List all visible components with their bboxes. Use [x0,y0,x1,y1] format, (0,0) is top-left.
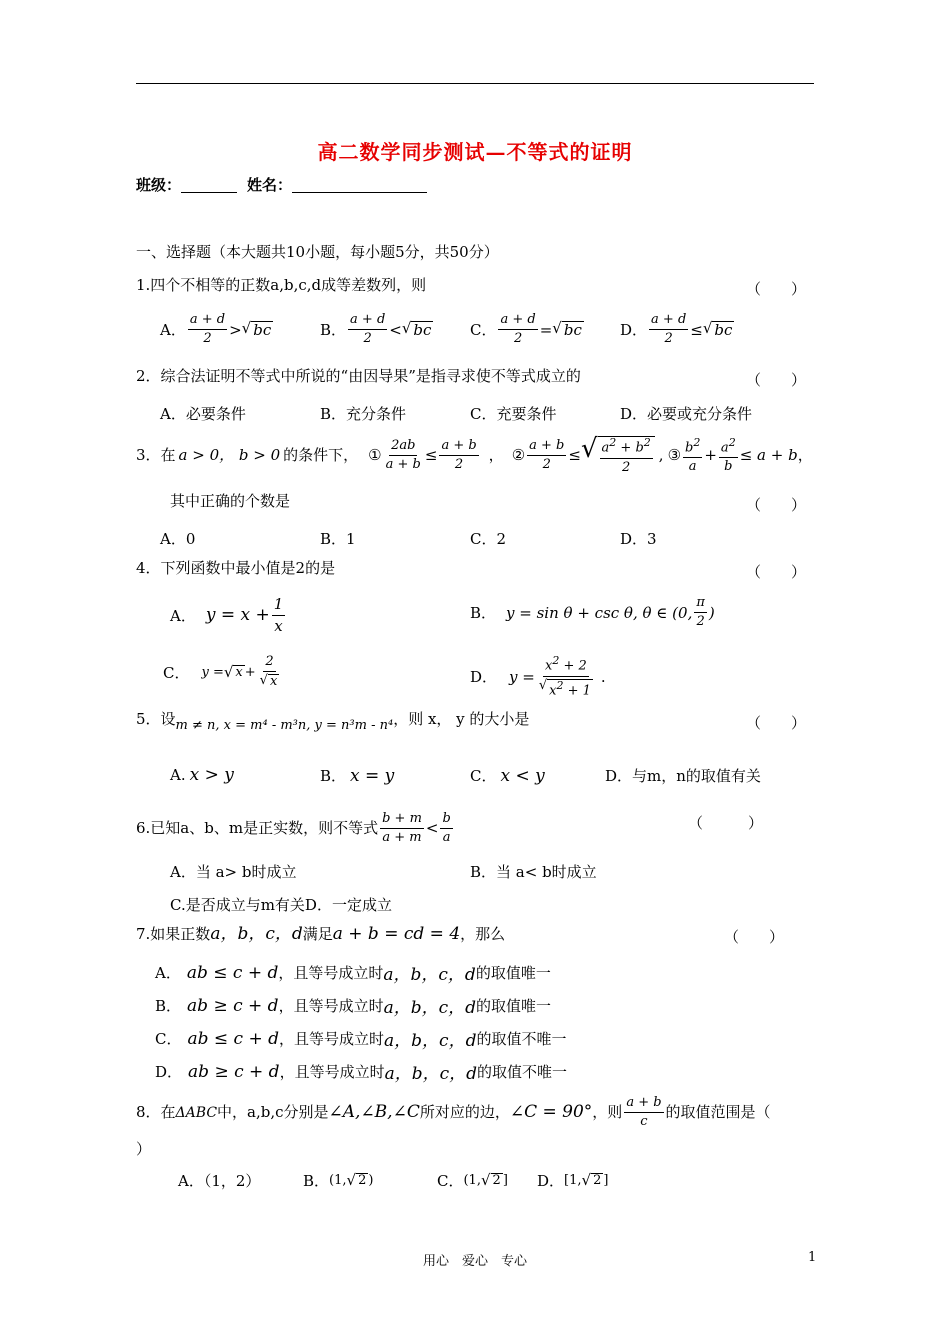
radicand: bc [714,320,733,339]
numerator: a + d [188,313,227,330]
q8-option-c[interactable] [437,1170,508,1191]
option-label: B． [320,767,347,785]
q8-stem [136,1096,771,1130]
q5-option-c[interactable] [470,765,545,786]
option-text: ，且等号成立时 [278,997,384,1015]
option-text: 的取值唯一 [475,964,551,982]
denominator: 2 [664,331,673,347]
page-footer: 用心 爱心 专心 [422,1254,527,1269]
sqrt: √ bc [401,318,432,339]
q8-text: 的取值范围是（ [665,1103,771,1122]
option-label: D． [155,1063,183,1081]
relation: x = y [350,765,395,786]
radicand: bc [253,320,272,339]
fraction: 2 √ x [259,654,278,690]
relation: > [229,320,242,339]
fraction: $\frac{a^2}{b}$ [720,435,736,475]
q4-option-a[interactable] [170,596,287,634]
fraction: $\frac{1}{x}$ [273,595,284,635]
sqrt: √ bc [552,318,582,339]
q4-stem: 4．下列函数中最小值是2的是 [136,559,336,577]
relation: ab ≥ c + d [188,1061,280,1082]
option-label: D． [537,1172,565,1190]
q8-right-angle: ∠C = 90° [509,1102,593,1123]
option-label: D． [470,668,498,687]
relation: ab ≤ c + d [186,962,279,983]
q7-vars: a，b，c，d [210,924,303,944]
name-field[interactable] [292,178,427,193]
interval-close: ] [502,1173,508,1188]
option-label: C． [437,1172,464,1190]
option-label: C． [155,1030,182,1048]
expression: y = sin θ + csc θ, θ ∈ (0, [506,603,693,622]
fraction: $\frac{2ab}{a + b}$ [385,437,421,472]
vars: a，b，c，d [383,998,476,1018]
fraction: $\frac{b}{a}$ [442,811,451,846]
option-label: B． [303,1172,330,1190]
fraction [348,313,387,347]
q4-option-c[interactable]: C． y = √ x + 2 √ x [163,655,283,690]
interval-close: ) [368,1173,374,1188]
option-text: 的取值不唯一 [477,1063,568,1081]
fraction: $x^2 + 2$ √ $x^2 + 1$ [538,654,591,698]
q1-answer-paren[interactable]: （ ） [746,280,807,298]
fraction: $\frac{b^2}{a}$ [685,435,701,475]
fraction [498,313,537,347]
page-title: 高二数学同步测试—不等式的证明 [317,140,633,164]
option-label: C． [470,321,497,340]
q5-option-a[interactable] [170,765,234,785]
fraction: $\frac{a + b}{2}$ [529,437,565,472]
circled-two: ② [511,445,526,464]
q1-option-d[interactable] [620,313,734,347]
q2-option-c[interactable]: C．充要条件 [470,405,557,423]
q6-option-cd[interactable]: C.是否成立与m有关D．一定成立 [170,896,392,914]
q1-option-c[interactable] [470,313,584,347]
q2-stem: 2．综合法证明不等式中所说的“由因导果”是指寻求使不等式成立的 [136,367,581,385]
sqrt: √ 2 [346,1170,367,1189]
q1-option-a[interactable] [160,313,273,347]
q8-text: 8．在 [136,1103,176,1122]
student-info [136,178,427,193]
denominator: 2 [203,331,212,347]
expression: y = [201,665,224,681]
q7-option-c[interactable] [155,1026,566,1051]
q6-stem: 6.已知a、b、m是正实数，则不等式 $\frac{b + m}{a + m}$ < $\frac{b}{a}$ [136,811,451,846]
option-text: 的取值唯一 [476,997,552,1015]
sqrt: √ 2 [480,1170,501,1189]
q8-close-paren[interactable]: ） [136,1140,152,1158]
q2-option-a[interactable]: A．必要条件 [160,405,246,423]
fraction [188,313,227,347]
q5-text: ，则 x， y 的大小是 [393,710,530,728]
q3-stem-cont: 其中正确的个数是 [170,492,291,510]
fraction [649,313,688,347]
q5-stem [136,710,530,733]
relation: ab ≥ c + d [187,995,279,1016]
class-label: 班级： [136,176,182,194]
q8-triangle: ΔABC [175,1104,218,1121]
numerator: a + d [348,313,387,330]
q3-condition: a > 0， b > 0 [178,445,281,464]
q3-option-c[interactable]: C．2 [470,530,507,548]
q5-text: 5．设 [136,710,176,728]
q7-option-a[interactable] [155,960,551,985]
option-label: A． [160,321,186,340]
q5-answer-paren[interactable]: （ ） [746,714,807,732]
vars: a，b，c，d [384,1031,477,1051]
q8-angles: ∠A,∠B,∠C [328,1102,420,1123]
option-label: A． [155,964,181,982]
section-heading: 一、选择题（本大题共10小题，每小题5分，共50分） [136,243,499,261]
class-field[interactable] [181,178,237,193]
top-rule [136,83,814,84]
interval-open: (1, [463,1173,481,1188]
circled-three: ③ [667,445,682,464]
option-text: 的取值不唯一 [476,1030,567,1048]
q7-stem [136,926,505,943]
q6-text: 6.已知a、b、m是正实数，则不等式 [136,819,379,838]
option-text: ，且等号成立时 [279,1063,385,1081]
denominator: 2 [363,331,372,347]
q4-option-d[interactable]: D． y = $x^2 + 2$ √ $x^2 + 1$ . [470,654,606,698]
option-label: C． [470,767,497,785]
relation: < [389,320,402,339]
q7-condition: a + b = cd = 4 [332,924,461,944]
q8-option-b[interactable] [303,1170,373,1191]
sqrt: √ 2 [581,1170,602,1189]
numerator: a + d [498,313,537,330]
q7-answer-paren[interactable]: （ ） [724,928,785,946]
q1-stem: 1.四个不相等的正数a,b,c,d成等差数列，则 [136,276,427,294]
option-label: B． [470,604,497,623]
option-label: D． [620,321,648,340]
option-label: B． [320,321,347,340]
q3-option-a[interactable]: A．0 [160,530,196,548]
q3-stem: 3．在 a > 0， b > 0 的条件下， ① $\frac{2ab}{a + b}$ ≤ $\frac{a + b}{2}$ ， ② $\frac{a + b}{2}$ ≤ √ $\frac{a^2 + b^2}{2}$ , ③ $\frac{b^2}{a}$ + $\frac{a^2}{b}$ ≤ a + b ， [136,434,813,475]
interval-open: [1, [564,1173,582,1188]
relation: ≤ [690,320,703,339]
q8-text: 中，a,b,c分别是 [217,1103,329,1122]
q7-text: ，那么 [460,925,506,943]
q6-option-a[interactable]: A．当 a> b时成立 [170,863,297,881]
expression: y = x + [205,605,270,625]
name-label: 姓名： [247,176,293,194]
option-label: B． [155,997,182,1015]
relation: = [539,320,553,339]
fraction: $\frac{b + m}{a + m}$ [382,811,422,846]
sqrt: √ x [223,662,243,681]
q7-text: 7.如果正数 [136,925,211,943]
sqrt: √ bc [241,318,272,339]
circled-one: ① [368,445,382,464]
numerator: a + d [649,313,688,330]
q5-option-d[interactable]: D．与m，n的取值有关 [605,767,761,785]
q3-text: 3．在 [136,445,176,464]
fraction: $\frac{\pi}{2}$ [696,595,705,630]
relation: x > y [189,765,234,785]
q8-option-d[interactable] [537,1170,608,1191]
q4-answer-paren[interactable]: （ ） [746,563,807,581]
q1-option-b[interactable] [320,313,433,347]
interval-open: (1, [329,1173,347,1188]
q3-text: 的条件下， [283,445,359,464]
vars: a，b，c，d [384,1064,477,1084]
q2-answer-paren[interactable]: （ ） [746,371,807,389]
sqrt: √ $\frac{a^2 + b^2}{2}$ [581,436,655,475]
fraction: $\frac{a + b}{c}$ [626,1095,662,1130]
relation: ab ≤ c + d [187,1028,280,1049]
q4-option-b[interactable]: B． y = sin θ + csc θ, θ ∈ (0, $\frac{\pi}{2}$ ) [470,595,715,630]
q3-answer-paren[interactable]: （ ） [746,496,807,514]
q6-option-b[interactable]: B．当 a< b时成立 [470,863,597,881]
q8-text: 所对应的边， [419,1103,510,1122]
denominator: 2 [513,331,523,347]
option-label: C． [163,664,190,683]
relation: x < y [500,765,545,786]
q3-option-b[interactable]: B．1 [320,530,356,548]
q7-text: 满足 [302,925,333,943]
option-label: A． [170,606,196,625]
q7-option-d[interactable] [155,1059,567,1084]
vars: a，b，c，d [383,965,476,985]
page-number: 1 [808,1250,817,1265]
q8-text: ，则 [592,1103,623,1122]
q7-option-b[interactable] [155,993,551,1018]
q5-expression: m ≠ n, x = m⁴ - m³n, y = n³m - n⁴ [175,718,394,733]
option-text: ，且等号成立时 [278,964,384,982]
sqrt: √ bc [702,318,733,339]
q3-option-d[interactable]: D．3 [620,530,657,548]
expression: y = [509,667,535,686]
q8-option-a[interactable]: A．（1，2） [178,1172,261,1190]
q2-option-b[interactable]: B．充分条件 [320,405,407,423]
fraction: $\frac{a + b}{2}$ [441,437,477,472]
q5-option-b[interactable] [320,765,394,786]
radicand: bc [563,320,582,339]
interval-close: ] [603,1173,609,1188]
q6-answer-paren[interactable]: （ ） [688,814,764,832]
q2-option-d[interactable]: D．必要或充分条件 [620,405,753,423]
radicand: bc [413,320,432,339]
option-label: A. [170,766,186,784]
option-text: ，且等号成立时 [279,1030,385,1048]
